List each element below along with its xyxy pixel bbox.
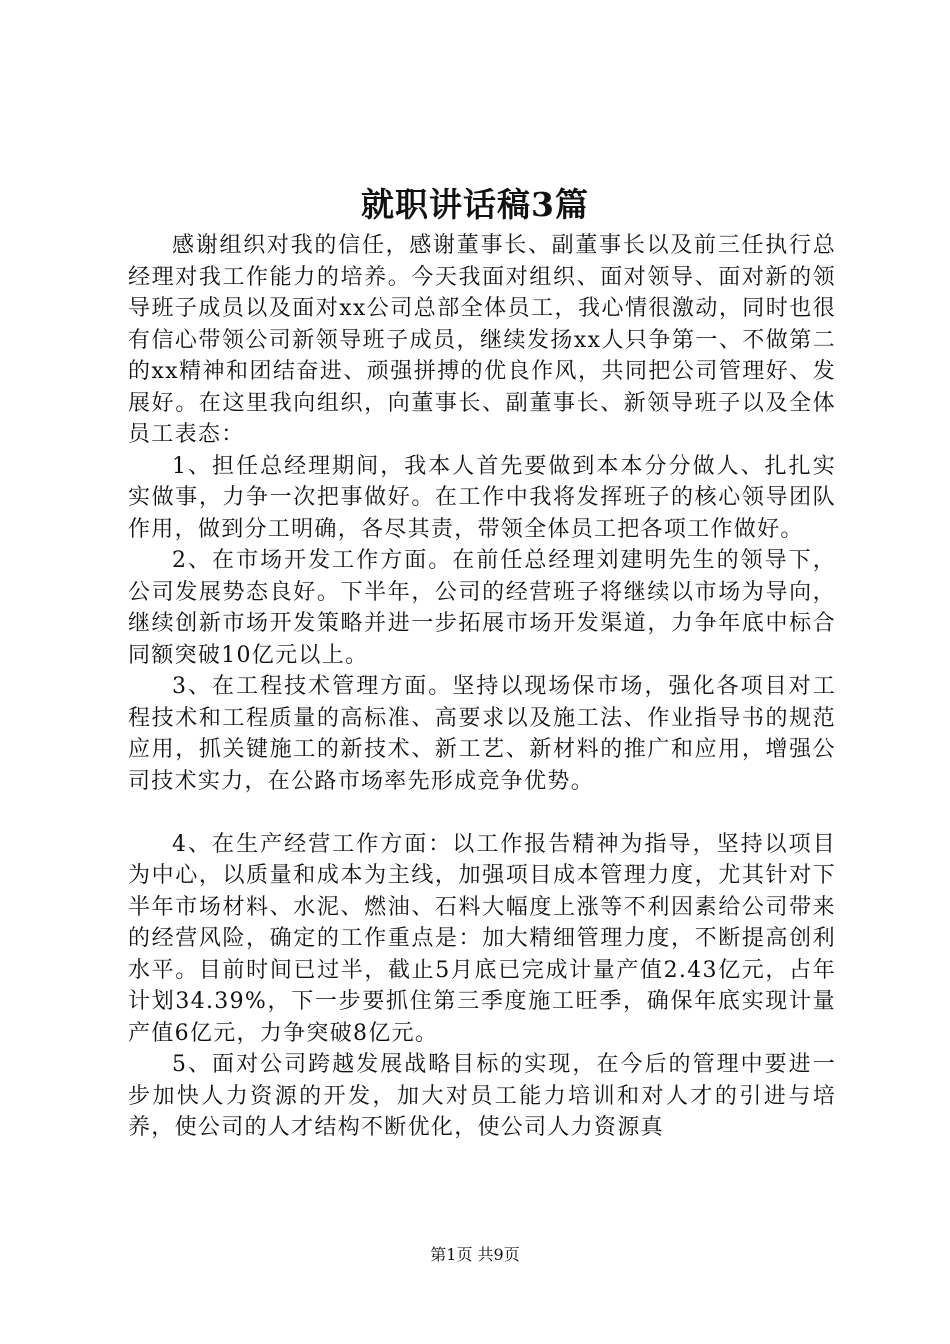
paragraph-item-4: 4、在生产经营工作方面：以工作报告精神为指导，坚持以项目为中心，以质量和成本为主线，加强项目成本管理力度，尤其针对下半年市场材料、水泥、燃油、石料大幅度上涨等不利因素给公司带来的经营风险，确定的工作重点是：加大精细管理力度，不断提高创利水平。目前时间已过半，截止5月底已完成计量产值2.43亿元，占年计划34.39%，下一步要抓住第三季度施工旺季，确保年底实现计量产值6亿元，力争突破8亿元。 xyxy=(128,831,836,1046)
paragraph-item-3: 3、在工程技术管理方面。坚持以现场保市场，强化各项目对工程技术和工程质量的高标准、高要求以及施工法、作业指导书的规范应用，抓关键施工的新技术、新工艺、新材料的推广和应用，增强公司技术实力，在公路市场率先形成竞争优势。 xyxy=(128,674,836,794)
paragraph-intro: 感谢组织对我的信任，感谢董事长、副董事长以及前三任执行总经理对我工作能力的培养。今天我面对组织、面对领导、面对新的领导班子成员以及面对xx公司总部全体员工，我心情很激动，同时也很有信心带领公司新领导班子成员，继续发扬xx人只争第一、不做第二的xx精神和团结奋进、顽强拼搏的优良作风，共同把公司管理好、发展好。在这里我向组织，向董事长、副董事长、新领导班子以及全体员工表态： xyxy=(128,233,836,447)
document-body xyxy=(128,230,836,1144)
paragraph-item-5: 5、面对公司跨越发展战略目标的实现，在今后的管理中要进一步加快人力资源的开发，加大对员工能力培训和对人才的引进与培养，使公司的人才结构不断优化，使公司人力资源真 xyxy=(128,1052,836,1140)
paragraph-item-2: 2、在市场开发工作方面。在前任总经理刘建明先生的领导下，公司发展势态良好。下半年，公司的经营班子将继续以市场为导向，继续创新市场开发策略并进一步拓展市场开发渠道，力争年底中标合同额突破10亿元以上。 xyxy=(128,548,836,668)
page-footer: 第1页 共9页 xyxy=(430,1245,520,1264)
document-title: 就职讲话稿3篇 xyxy=(361,185,589,224)
paragraph-item-1: 1、担任总经理期间，我本人首先要做到本本分分做人、扎扎实实做事，力争一次把事做好。在工作中我将发挥班子的核心领导团队作用，做到分工明确，各尽其责，带领全体员工把各项工作做好。 xyxy=(128,453,836,542)
